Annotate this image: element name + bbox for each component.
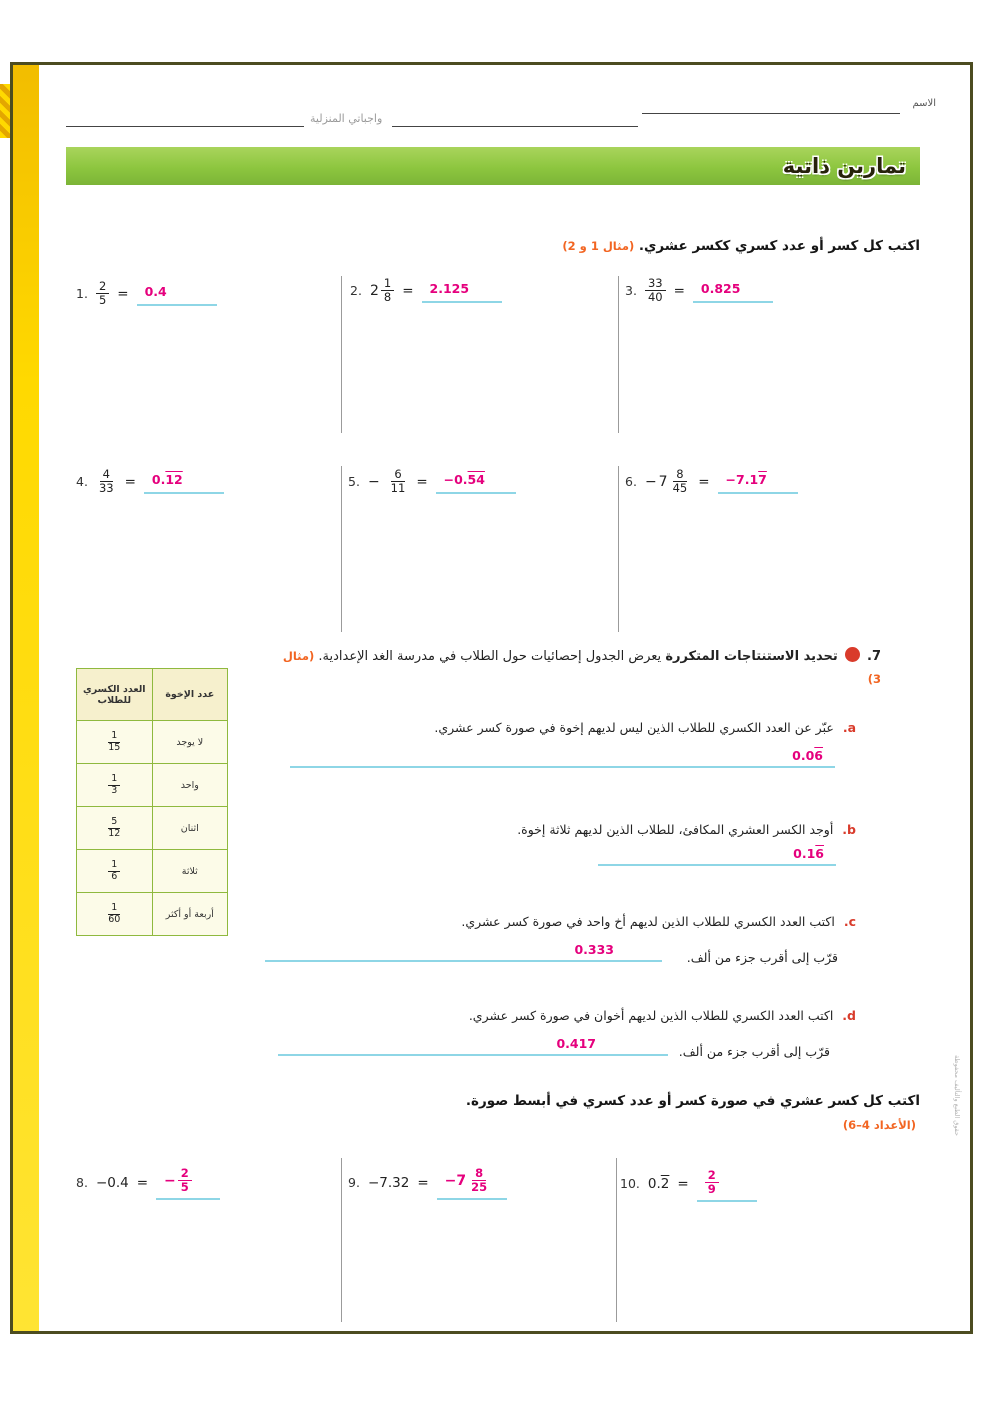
table-row <box>77 807 228 850</box>
problem-number: 4. <box>76 474 88 490</box>
problem-number: 1. <box>76 286 88 302</box>
answer-blank-2 <box>422 279 502 303</box>
subitem-text: أوجد الكسر العشري المكافئ، للطلاب الذين لديهم ثلاثة إخوة. <box>517 822 834 837</box>
column-divider <box>341 466 342 632</box>
repeating-overline: 12 <box>165 471 183 487</box>
answer-7d: 0.417 <box>556 1036 596 1051</box>
answer-8 <box>164 1167 192 1194</box>
answer-blank-7a <box>290 748 835 768</box>
table-row <box>77 850 228 893</box>
name-blank-line <box>642 113 900 114</box>
problem-3 <box>625 277 773 304</box>
minus-sign: − <box>644 473 657 490</box>
equals-sign: = <box>124 473 136 490</box>
fraction: $\frac{8}{45}$ <box>672 467 688 496</box>
repeating-overline: 6 <box>814 748 823 763</box>
problem-number: 8. <box>76 1175 88 1191</box>
rounding-note: قرّب إلى أقرب جزء من ألف. <box>678 1044 830 1059</box>
column-divider <box>616 1158 617 1322</box>
fraction-cell <box>77 807 153 850</box>
problem-2 <box>350 277 502 304</box>
column-divider <box>341 1158 342 1322</box>
subitem-text: عبّر عن العدد الكسري للطلاب الذين ليس لديهم إخوة في صورة كسر عشري. <box>434 720 834 735</box>
subitem-text: اكتب العدد الكسري للطلاب الذين لديهم أخوان في صورة كسر عشري. <box>468 1008 834 1023</box>
answer-blank-7c <box>265 942 662 962</box>
problem-7 <box>277 645 881 692</box>
answer-blank-7d <box>278 1036 668 1056</box>
problem-number: 9. <box>348 1175 360 1191</box>
table-header-fraction: العدد الكسري للطلاب <box>77 669 153 721</box>
equals-sign: = <box>402 282 414 299</box>
whole-number: −7 <box>444 1172 467 1189</box>
repeating-overline: 2 <box>660 1175 670 1192</box>
mixed-number: 2 $\frac{1}{8}$ <box>370 277 394 304</box>
subitem-letter: b. <box>842 822 856 837</box>
problem-number: 10. <box>620 1176 640 1192</box>
equals-sign: = <box>673 282 685 299</box>
fraction-cell <box>77 850 153 893</box>
table-row <box>77 721 228 764</box>
name-field-label: الاسم <box>912 98 936 109</box>
equals-sign: = <box>117 285 129 302</box>
example-reference: (مثال 1 و 2) <box>562 239 635 253</box>
homework-line-right <box>392 126 638 127</box>
column-divider <box>341 276 342 433</box>
instruction-text: اكتب كل كسر أو عدد كسري ككسر عشري. <box>638 238 920 254</box>
answer-7b: 0.16 <box>793 846 824 861</box>
table-header-row <box>77 669 228 721</box>
repeating-overline: 54 <box>467 471 485 487</box>
answer-6: −7.17 <box>725 471 767 487</box>
answer-1: 0.4 <box>144 283 167 299</box>
answer-7a: 0.06 <box>792 748 823 763</box>
subitem-text: اكتب العدد الكسري للطلاب الذين لديهم أخ واحد في صورة كسر عشري. <box>461 914 835 929</box>
problem-7b <box>517 820 856 840</box>
siblings-label: أربعة أو أكثر <box>152 893 227 936</box>
homework-line-left <box>66 126 304 127</box>
table-row <box>77 764 228 807</box>
fraction: $\frac{33}{40}$ <box>645 277 666 304</box>
answer-2: 2.125 <box>429 280 470 296</box>
fraction: $\frac{1}{8}$ <box>381 277 394 304</box>
problem-6 <box>625 468 798 495</box>
fraction: $\frac{1}{60}$ <box>108 902 121 925</box>
answer-10: $\frac{2}{9}$ <box>705 1169 719 1196</box>
answer-blank-8 <box>156 1165 220 1200</box>
answer-blank-9 <box>437 1165 507 1200</box>
fraction: $\frac{1}{6}$ <box>108 860 120 883</box>
repeating-overline: 7 <box>758 471 767 487</box>
decimal-expression: −0.4 <box>95 1174 129 1191</box>
problem-title: تحديد الاستنتاجات المتكررة <box>665 649 838 664</box>
equals-sign: = <box>698 473 710 490</box>
answer-blank-7b <box>598 846 836 866</box>
minus-sign: − <box>367 473 380 490</box>
instruction-2-reference <box>843 1117 916 1133</box>
fraction: $\frac{1}{3}$ <box>108 774 120 797</box>
problem-7d <box>469 1006 856 1026</box>
decimal-expression: 0.2 <box>647 1175 670 1192</box>
example-reference: (مثال 3) <box>282 649 881 687</box>
fraction: $\frac{6}{11}$ <box>390 467 406 496</box>
practice-standard-icon <box>845 647 860 662</box>
equals-sign: = <box>677 1175 689 1192</box>
problem-1 <box>76 280 217 307</box>
decimal-expression: −7.32 <box>367 1174 410 1191</box>
section-banner <box>66 147 920 185</box>
equals-sign: = <box>136 1174 149 1191</box>
problem-7d-note <box>679 1042 830 1062</box>
table-header-siblings: عدد الإخوة <box>152 669 227 721</box>
problem-number: 2. <box>350 283 362 299</box>
subitem-letter: c. <box>843 914 856 929</box>
instruction-text: اكتب كل كسر عشري في صورة كسر أو عدد كسري في أبسط صورة. <box>465 1093 920 1109</box>
rounding-note: قرّب إلى أقرب جزء من ألف. <box>686 950 838 965</box>
table-row <box>77 893 228 936</box>
answer-5: −0.54 <box>443 471 485 487</box>
answer-blank-3 <box>693 279 773 303</box>
answer-3: 0.825 <box>700 280 741 296</box>
yellow-side-strip <box>13 65 39 1331</box>
problem-7c <box>461 912 856 932</box>
equals-sign: = <box>416 473 428 490</box>
answer-blank-6 <box>718 470 798 494</box>
vertical-copyright-text: حقوق الطبع والتأليف محفوظة <box>953 1055 961 1136</box>
equals-sign: = <box>417 1174 429 1191</box>
subitem-letter: d. <box>842 1008 856 1023</box>
problem-text: يعرض الجدول إحصائيات حول الطلاب في مدرسة الغد الإعدادية. <box>318 649 662 664</box>
fraction: $\frac{2}{5}$ <box>96 280 109 307</box>
fraction-cell <box>77 764 153 807</box>
problem-number: 3. <box>625 283 637 299</box>
column-divider <box>618 466 619 632</box>
instruction-2 <box>466 1093 920 1109</box>
answer-blank-1 <box>137 282 217 306</box>
fraction: $\frac{8}{25}$ <box>471 1166 488 1195</box>
column-divider <box>618 276 619 433</box>
problem-5 <box>348 468 516 495</box>
siblings-label: ثلاثة <box>152 850 227 893</box>
fraction: $\frac{5}{12}$ <box>108 816 121 839</box>
problem-number: 6. <box>625 474 637 490</box>
fraction-cell <box>77 721 153 764</box>
answer-7c: 0.333 <box>574 942 614 957</box>
example-reference: (الأعداد 4–6) <box>842 1118 916 1132</box>
homework-label: واجباتي المنزلية <box>310 112 383 125</box>
answer-blank-4 <box>144 470 224 494</box>
problem-7a <box>434 718 856 738</box>
answer-9 <box>445 1167 491 1194</box>
fraction: $\frac{1}{15}$ <box>108 730 121 753</box>
problem-10 <box>620 1165 757 1202</box>
fraction: $\frac{2}{5}$ <box>178 1167 192 1194</box>
problem-8 <box>76 1165 220 1200</box>
problem-number: 7. <box>867 649 881 664</box>
answer-4: 0.12 <box>151 471 183 487</box>
problem-number: 5. <box>348 474 360 490</box>
repeating-overline: 6 <box>815 846 824 861</box>
subitem-letter: a. <box>842 720 856 735</box>
banner-title: تمارين ذاتية <box>782 154 906 178</box>
fraction-cell <box>77 893 153 936</box>
answer-blank-10 <box>697 1165 757 1202</box>
siblings-label: لا يوجد <box>152 721 227 764</box>
problem-7c-note <box>687 948 838 968</box>
instruction-1 <box>562 238 920 254</box>
fraction: $\frac{4}{33}$ <box>98 467 114 496</box>
siblings-label: اثنان <box>152 807 227 850</box>
problem-9 <box>348 1165 507 1200</box>
siblings-statistics-table <box>76 668 228 936</box>
problem-4 <box>76 468 224 495</box>
answer-blank-5 <box>436 470 516 494</box>
minus-sign: − <box>164 1172 176 1189</box>
siblings-label: واحد <box>152 764 227 807</box>
mixed-number: − 7 $\frac{8}{45}$ <box>645 468 690 495</box>
